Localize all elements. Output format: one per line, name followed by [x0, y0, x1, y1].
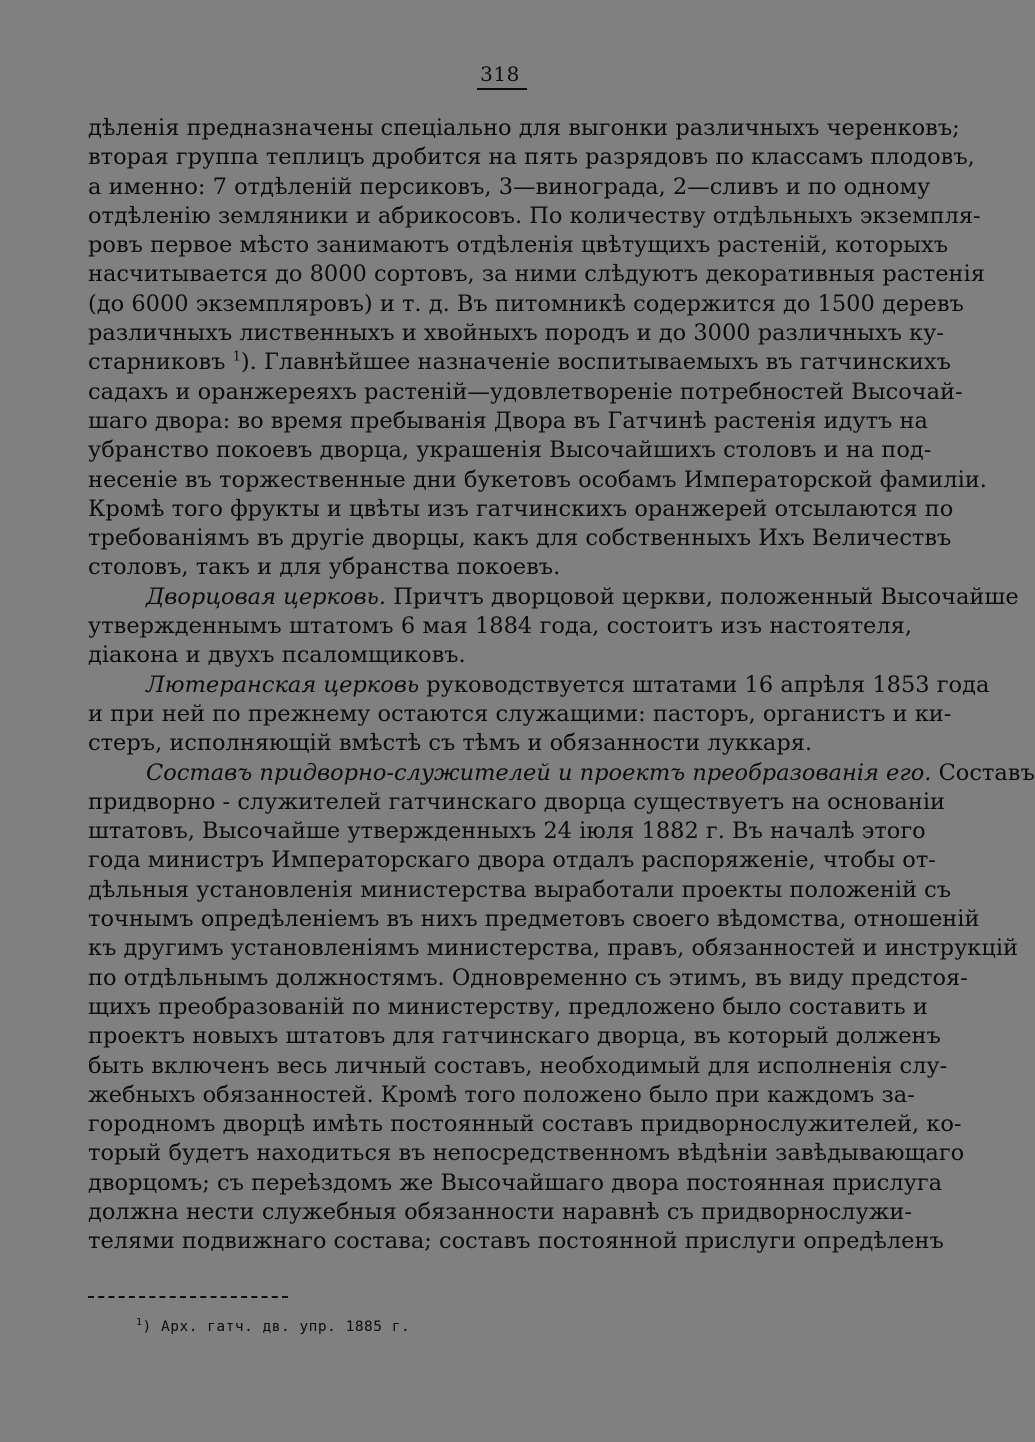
- text-line: штатовъ, Высочайше утвержденныхъ 24 іюля 1882 г. Въ началѣ этого: [88, 818, 926, 845]
- text-line: щихъ преобразованій по министерству, предложено было составить и: [88, 993, 928, 1020]
- text-line: а именно: 7 отдѣленій персиковъ, 3—винограда, 2—сливъ и по одному: [88, 173, 931, 200]
- footnote-separator: [88, 1296, 288, 1298]
- text-line: стеръ, исполняющій вмѣстѣ съ тѣмъ и обязанности луккаря.: [88, 730, 813, 757]
- text-line: шаго двора: во время пребыванія Двора въ Гатчинѣ растенія идутъ на: [88, 407, 928, 434]
- text-line: должна нести служебныя обязанности наравнѣ съ придворнослужи-: [88, 1198, 912, 1225]
- text-line: различныхъ лиственныхъ и хвойныхъ породъ и до 3000 различныхъ ку-: [88, 320, 944, 347]
- text-line: столовъ, такъ и для убранства покоевъ.: [88, 554, 561, 581]
- text-line: отдѣленію земляники и абрикосовъ. По количеству отдѣльныхъ экземпля-: [88, 202, 981, 229]
- text-line: садахъ и оранжереяхъ растеній—удовлетвореніе потребностей Высочай-: [88, 378, 963, 405]
- section-heading-palace-church: Дворцовая церковь.: [146, 583, 387, 610]
- text-line: Кромѣ того фрукты и цвѣты изъ гатчинскихъ оранжерей отсылаются по: [88, 495, 954, 522]
- text-line: проектъ новыхъ штатовъ для гатчинскаго дворца, въ который долженъ: [88, 1023, 941, 1050]
- page-number-underline: [477, 88, 527, 90]
- text-segment: Составъ: [938, 759, 1035, 786]
- section-heading-staff: Составъ придворно-служителей и проектъ преобразованія его.: [146, 759, 932, 786]
- text-segment: Причтъ дворцовой церкви, положенный Высочайше: [393, 583, 1019, 610]
- text-line: [88, 583, 1019, 612]
- text-line: быть включенъ весь личный составъ, необходимый для исполненія слу-: [88, 1052, 948, 1079]
- text-line: [88, 348, 951, 377]
- text-segment: старниковъ: [88, 349, 226, 376]
- text-line: торый будетъ находиться въ непосредственномъ вѣдѣніи завѣдывающаго: [88, 1140, 965, 1167]
- text-line: дѣльныя установленія министерства выработали проекты положеній съ: [88, 876, 952, 903]
- footnote: $^1$) Арх. гатч. дв. упр. 1885 г.: [136, 1317, 411, 1335]
- text-line: требованіямъ въ другіе дворцы, какъ для собственныхъ Ихъ Величествъ: [88, 525, 952, 552]
- text-line: точнымъ опредѣленіемъ въ нихъ предметовъ своего вѣдомства, отношеній: [88, 906, 980, 933]
- text-line: вторая группа теплицъ дробится на пять разрядовъ по классамъ плодовъ,: [88, 144, 975, 171]
- text-line: придворно - служителей гатчинскаго дворца существуетъ на основаніи: [88, 788, 946, 815]
- text-line: и при ней по прежнему остаются служащими: пасторъ, органистъ и ки-: [88, 700, 952, 727]
- text-line: дѣленія предназначены спеціально для выгонки различныхъ черенковъ;: [88, 115, 960, 141]
- text-line: по отдѣльнымъ должностямъ. Одновременно съ этимъ, въ виду предстоя-: [88, 964, 968, 991]
- section-heading-lutheran-church: Лютеранская церковь: [146, 671, 420, 698]
- page-number: 318: [480, 62, 520, 86]
- text-line: убранство покоевъ дворца, украшенія Высочайшихъ столовъ и на под-: [88, 437, 932, 464]
- text-line: года министръ Императорскаго двора отдалъ распоряженіе, чтобы от-: [88, 847, 936, 874]
- text-line: телями подвижнаго состава; составъ постоянной прислуги опредѣленъ: [88, 1228, 944, 1255]
- text-line: дворцомъ; съ переѣздомъ же Высочайшаго двора постоянная прислуга: [88, 1169, 943, 1196]
- text-line: діакона и двухъ псаломщиковъ.: [88, 642, 466, 669]
- text-line: (до 6000 экземпляровъ) и т. д. Въ питомникѣ содержится до 1500 деревъ: [88, 290, 964, 317]
- body-text: [88, 114, 1035, 1257]
- text-line: ровъ первое мѣсто занимаютъ отдѣленія цвѣтущихъ растеній, которыхъ: [88, 232, 949, 259]
- footnote-reference: 1: [232, 349, 241, 365]
- text-line: жебныхъ обязанностей. Кромѣ того положено было при каждомъ за-: [88, 1081, 915, 1108]
- text-line: [88, 671, 990, 700]
- text-line: городномъ дворцѣ имѣть постоянный составъ придворнослужителей, ко-: [88, 1111, 962, 1138]
- text-segment: ). Главнѣйшее назначеніе воспитываемыхъ въ гатчинскихъ: [240, 349, 951, 376]
- text-segment: руководствуется штатами 16 апрѣля 1853 года: [426, 671, 990, 698]
- text-line: насчитывается до 8000 сортовъ, за ними слѣдуютъ декоративныя растенія: [88, 261, 985, 288]
- footnote-text: Арх. гатч. дв. упр. 1885 г.: [161, 1319, 411, 1335]
- text-line: [88, 759, 1035, 788]
- footnote-marker: 1: [136, 1317, 143, 1329]
- text-line: утвержденнымъ штатомъ 6 мая 1884 года, состоитъ изъ настоятеля,: [88, 613, 912, 640]
- text-line: къ другимъ установленіямъ министерства, правъ, обязанностей и инструкцій: [88, 935, 1019, 962]
- text-line: несеніе въ торжественные дни букетовъ особамъ Императорской фамиліи.: [88, 466, 987, 493]
